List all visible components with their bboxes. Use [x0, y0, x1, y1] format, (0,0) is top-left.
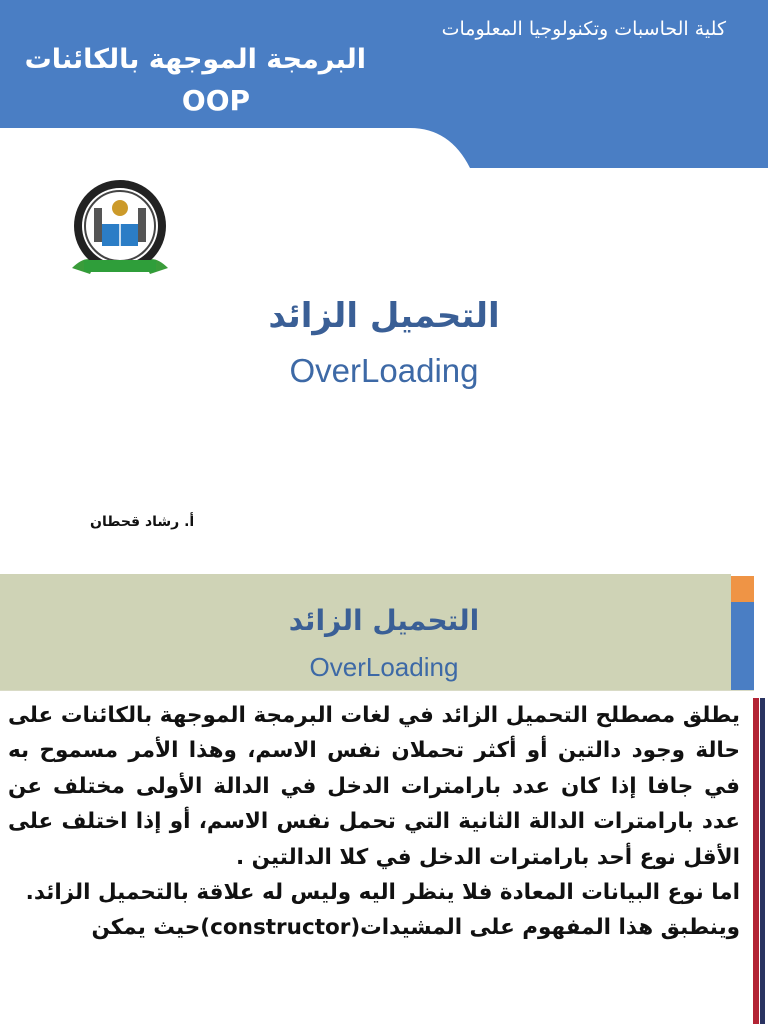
content-slide — [0, 574, 768, 1024]
paragraph-return-type: اما نوع البيانات المعادة فلا ينظر اليه وليس له علاقة بالتحميل الزائد. — [25, 880, 740, 906]
university-logo-icon — [66, 172, 174, 284]
author-name: أ. رشاد قحطان — [90, 514, 195, 530]
faculty-name: كلية الحاسبات وتكنولوجيا المعلومات — [441, 18, 726, 40]
paragraph-definition: يطلق مصطلح التحميل الزائد في لغات البرمجة الموجهة بالكائنات على حالة وجود دالتين أو أكثر تحملان نفس الاسم، وهذا الأمر مسموح به في جافا إذا كان عدد بارامترات الدخل في الدالة الأولى مختلف عن عدد بارامترات الدالة الثانية التي تحمل نفس الاسم، أو إذا اختلف على الأقل نوع أحد بارامترات الدخل في كلا الدالتين . — [8, 703, 740, 870]
side-stripe-navy — [760, 698, 765, 1024]
slide-body-text — [8, 698, 740, 946]
paragraph-constructors: وينطبق هذا المفهوم على المشيدات(constructor)حيث يمكن — [91, 915, 740, 941]
slide-title-english: OverLoading — [309, 652, 459, 682]
presentation-title-arabic: التحميل الزائد — [268, 296, 500, 336]
course-title-english: OOP — [181, 84, 251, 117]
header-divider — [0, 690, 754, 691]
side-stripe-red — [753, 698, 759, 1024]
slide-title-arabic: التحميل الزائد — [288, 604, 480, 637]
accent-orange-block — [731, 576, 754, 602]
course-title-arabic: البرمجة الموجهة بالكائنات — [24, 44, 366, 75]
presentation-title-english: OverLoading — [289, 352, 479, 389]
